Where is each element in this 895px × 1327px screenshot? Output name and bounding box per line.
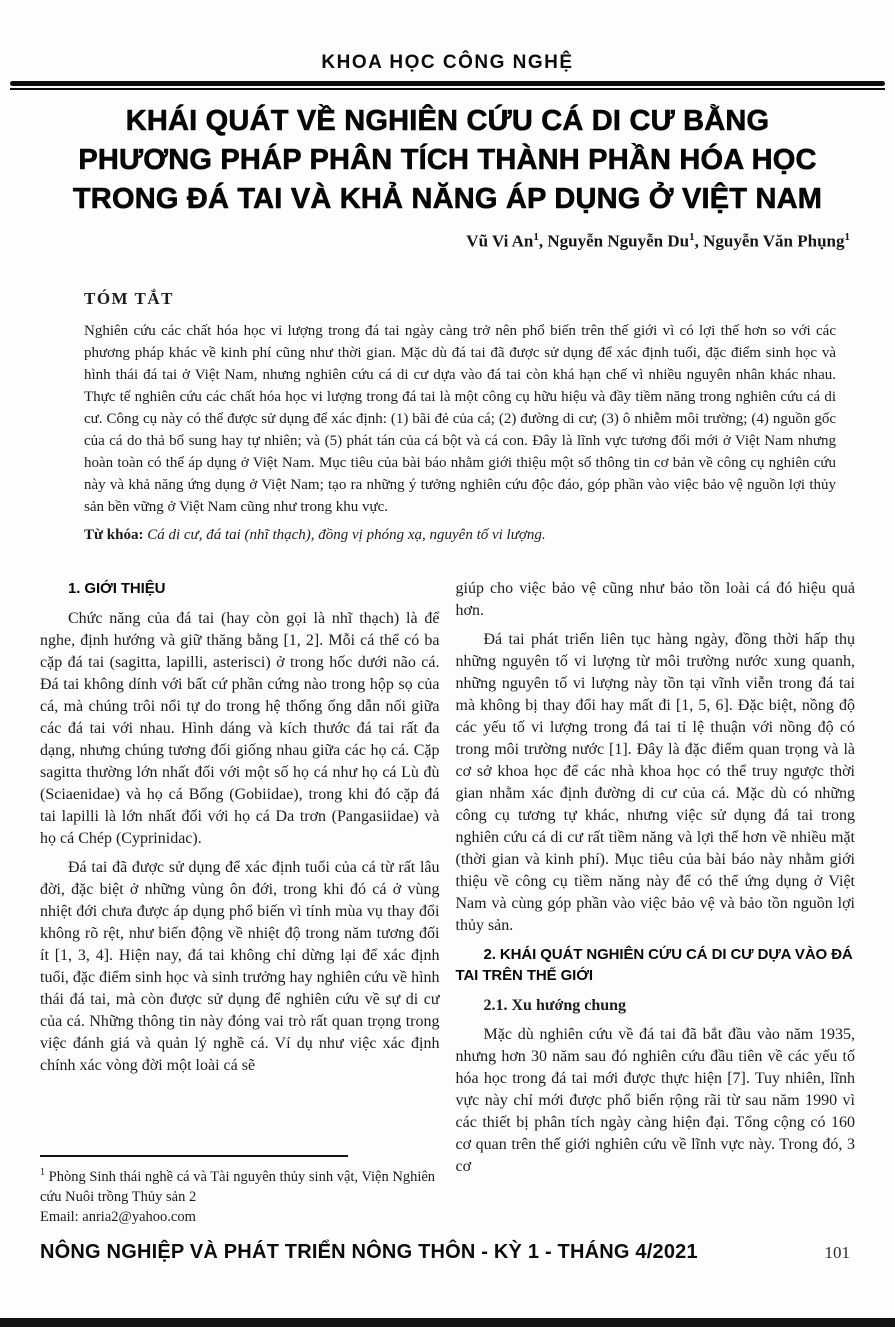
footnote [40,1148,442,1227]
left-column [40,578,440,1240]
author-separator: , [538,231,548,251]
article-title [28,102,867,219]
paragraph: Mặc dù nghiên cứu về đá tai đã bắt đầu vào năm 1935, nhưng hơn 30 năm sau đó nghiên cứu đầu tiên về các yếu tố hóa học trong đá tai mới được thực hiện [7]. Tuy nhiên, lĩnh vực này chỉ mới được phổ biến rộng rãi từ sau năm 1990 vì các thiết bị phân tích ngày càng hiện đại. Tổng cộng có 160 cơ quan trên thế giới nghiên cứu về lĩnh vực này. Trong đó, 3 cơ [455,1026,855,1175]
author-name: Vũ Vi An [466,231,534,251]
header-rule [10,81,885,90]
author-name: Nguyễn Nguyễn Du [547,231,690,251]
header-rule-thick [10,81,885,86]
footnote-marker: 1 [40,1167,45,1178]
section-2-1-heading: 2.1. Xu hướng chung [483,997,627,1014]
footnote-text: Phòng Sinh thái nghề cá và Tài nguyên thủy sinh vật, Viện Nghiên cứu Nuôi trồng Thủy sản 2 [40,1168,436,1205]
author-affiliation-sup: 1 [689,231,695,243]
article-title-line-1: KHÁI QUÁT VỀ NGHIÊN CỨU CÁ DI CƯ BẰNG [125,105,770,137]
author-separator: , [694,231,704,251]
paragraph: Đá tai đã được sử dụng để xác định tuổi của cá từ rất lâu đời, đặc biệt ở những vùng ôn đới, trong khi đó cá ở vùng nhiệt đới chưa được áp dụng phổ biến vì tính mùa vụ thay đổi không rõ rệt, như biến động về nhiệt độ trong năm tương đối ít [1, 3, 4]. Hiện nay, đá tai không chỉ dừng lại để xác định tuổi, đặc điểm sinh học và sinh trưởng hay nghiên cứu về hình thái đá tai, mà còn được sử dụng để nghiên cứu về sự di cư của cá. Những thông tin này đóng vai trò rất quan trọng trong việc đánh giá và quản lý nghề cá. Ví dụ như việc xác định chính xác vòng đời một loài cá sẽ [40,859,440,1074]
paragraph: Chức năng của đá tai (hay còn gọi là nhĩ thạch) là để nghe, định hướng và giữ thăng bằng [1, 2]. Mỗi cá thể có ba cặp đá tai (sagitta, lapilli, asterisci) ở trong hốc dưới não cá. Đá tai không dính với bất cứ phần cứng nào trong hộp sọ của cá, mà chúng trôi nổi tự do trong hệ thống ống dẫn nối giữa các đá tai với nhau. Hình dáng và kích thước đá tai rất đa dạng, nhưng chúng tương đối giống nhau giữa các họ cá. Cặp sagitta thường lớn nhất đối với một số họ cá như họ cá Lù đù (Sciaenidae) và họ cá Bống (Gobiidae), trong khi đó cặp đá tai lapilli là lớn nhất đối với họ cá Da trơn (Pangasiidae) và họ cá Chép (Cyprinidac). [40,610,440,847]
journal-section-banner: KHOA HỌC CÔNG NGHỆ [321,52,574,73]
page-footer [40,1241,850,1264]
abstract-heading: TÓM TẮT [84,289,175,308]
body-columns [40,578,855,1240]
section-2-heading: 2. KHÁI QUÁT NGHIÊN CỨU CÁ DI CƯ DỰA VÀO ĐÁ TAI TRÊN THẾ GIỚI [455,946,853,984]
page-number: 101 [824,1243,850,1262]
header-rule-thin [10,88,885,90]
footnote-email: Email: anria2@yahoo.com [40,1208,196,1225]
paragraph-continuation: giúp cho việc bảo vệ cũng như bảo tồn loài cá đó hiệu quả hơn. [455,580,855,619]
abstract-section [84,289,836,544]
keywords-label: Từ khóa: [84,527,144,543]
footnote-affiliation [40,1163,442,1207]
author-affiliation-sup: 1 [533,231,539,243]
author-name: Nguyễn Văn Phụng [703,231,845,251]
article-title-line-3: TRONG ĐÁ TAI VÀ KHẢ NĂNG ÁP DỤNG Ở VIỆT NAM [72,183,823,215]
keywords-text: Cá di cư, đá tai (nhĩ thạch), đồng vị phóng xạ, nguyên tố vi lượng. [143,527,546,543]
article-title-line-2: PHƯƠNG PHÁP PHÂN TÍCH THÀNH PHẦN HÓA HỌC [78,144,817,176]
paragraph: Đá tai phát triển liên tục hàng ngày, đồng thời hấp thụ những nguyên tố vi lượng từ môi trường nước xung quanh, những nguyên tố vi lượng này tồn tại vĩnh viễn trong đá tai mà không bị thay đổi hay mất đi [1, 5, 6]. Đặc biệt, nồng độ các yếu tố vi lượng trong đá tai tỉ lệ thuận với nồng độ có trong môi trường nước [1]. Đây là đặc điểm quan trọng và là cơ sở khoa học để các nhà khoa học có thể truy ngược thời gian nhằm xác định đường di cư của cá. Mặc dù có những công cụ tương tự khác, nhưng việc sử dụng đá tai trong nghiên cứu cá di cư rất tiềm năng và lợi thế hơn về nhiều mặt (thời gian và kinh phí). Mục tiêu của bài báo này nhằm giới thiệu về công cụ tiềm năng này để có thể ứng dụng ở Việt Nam và cùng góp phần vào việc bảo vệ và bảo tồn nguồn lợi thủy sản. [455,631,855,934]
abstract-text: Nghiên cứu các chất hóa học vi lượng trong đá tai ngày càng trở nên phổ biến trên thế giới vì có lợi thế hơn so với các phương pháp khác về kinh phí cũng như thời gian. Mặc dù đá tai đã được sử dụng để xác định tuổi, đặc điểm sinh học và hình thái đá tai ở Việt Nam, nhưng nghiên cứu cá di cư dựa vào đá tai còn khá hạn chế vì nhiều nguyên nhân khác nhau. Thực tế nghiên cứu các chất hóa học vi lượng trong đá tai là một công cụ hữu hiệu và đầy tiềm năng trong nghiên cứu cá di cư. Công cụ này có thể được sử dụng để xác định: (1) bãi đẻ của cá; (2) đường di cư; (3) ô nhiễm môi trường; (4) nguồn gốc của cá do thả bổ sung hay tự nhiên; và (5) phát tán của cá bột và cá con. Đây là lĩnh vực tương đối mới ở Việt Nam nhưng hoàn toàn có thể áp dụng ở Việt Nam. Mục tiêu của bài báo nhằm giới thiệu một số thông tin cơ bản về công cụ nghiên cứu này và khả năng ứng dụng ở Việt Nam; tạo ra những ý tưởng nghiên cứu độc đáo, góp phần vào việc bảo vệ nguồn lợi thủy sản bền vững ở Việt Nam cũng như trong khu vực. [84,323,836,515]
footer-journal-title: NÔNG NGHIỆP VÀ PHÁT TRIỂN NÔNG THÔN - KỲ 1 - THÁNG 4/2021 [40,1241,698,1263]
authors-line [466,231,850,252]
right-column [456,578,856,1240]
footnote-rule [40,1155,348,1157]
scan-edge-artifact [0,1318,895,1327]
keywords-line [84,527,836,544]
author-affiliation-sup: 1 [844,231,850,243]
section-1-heading: 1. GIỚI THIỆU [68,580,166,597]
